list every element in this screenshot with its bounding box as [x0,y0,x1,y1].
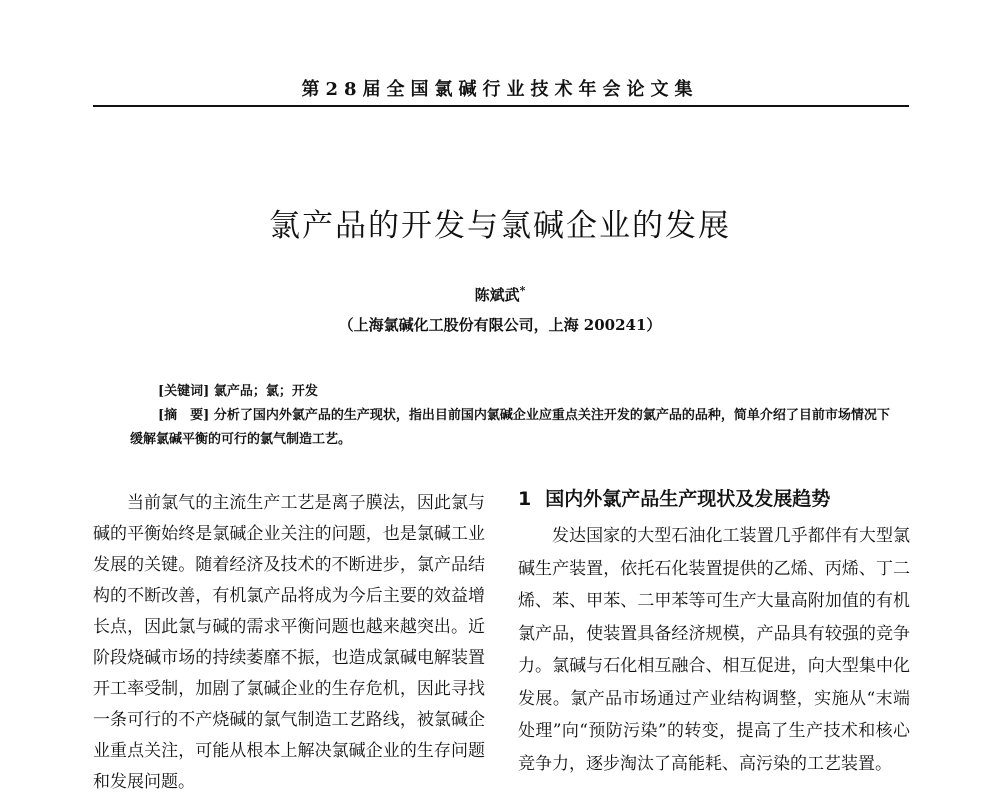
keywords-line [158,380,318,399]
running-header: 第28届全国氯碱行业技术年会论文集 [301,79,699,100]
author-name: 陈斌武 [474,286,520,304]
author-line [0,284,1000,305]
author-affiliation: （上海氯碱化工股份有限公司，上海 200241） [338,316,662,334]
intro-paragraph: 当前氯气的主流生产工艺是离子膜法，因此氯与碱的平衡始终是氯碱企业关注的问题，也是氯碱工业发展的关键。随着经济及技术的不断进步，氯产品结构的不断改善，有机氯产品将成为今后主要的效益增长点，因此氯与碱的需求平衡问题也越来越突出。近阶段烧碱市场的持续萎靡不振，也造成氯碱电解装置开工率受制，加剧了氯碱企业的生存危机，因此寻找一条可行的不产烧碱的氯气制造工艺路线，被氯碱企业重点关注，可能从根本上解决氯碱企业的生存问题和发展问题。 [93,493,485,792]
section-title: 国内外氯产品生产现状及发展趋势 [545,488,831,510]
abstract-label: [摘 要] [158,408,210,423]
section-paragraph: 发达国家的大型石油化工装置几乎都伴有大型氯碱生产装置，依托石化装置提供的乙烯、丙烯、丁二烯、苯、甲苯、二甲苯等可生产大量高附加值的有机氯产品，使装置具备经济规模，产品具有较强的竞争力。氯碱与石化相互融合、相互促进，向大型集中化发展。氯产品市场通过产业结构调整，实施从“末端处理”向“预防污染”的转变，提高了生产技术和核心竞争力，逐步淘汰了高能耗、高污染的工艺装置。 [518,526,910,774]
abstract-block [130,404,890,452]
keywords-text: 氯产品；氯；开发 [213,384,318,399]
section-number: 1 [518,488,532,510]
section-heading [518,484,830,511]
author-footnote-mark: * [519,284,526,297]
abstract-text: 分析了国内外氯产品的生产现状，指出目前国内氯碱企业应重点关注开发的氯产品的品种，简单介绍了目前市场情况下缓解氯碱平衡的可行的氯气制造工艺。 [130,408,890,447]
header-divider [93,105,909,107]
keywords-label: [关键词] [158,384,210,399]
paper-title: 氯产品的开发与氯碱企业的发展 [269,208,731,244]
